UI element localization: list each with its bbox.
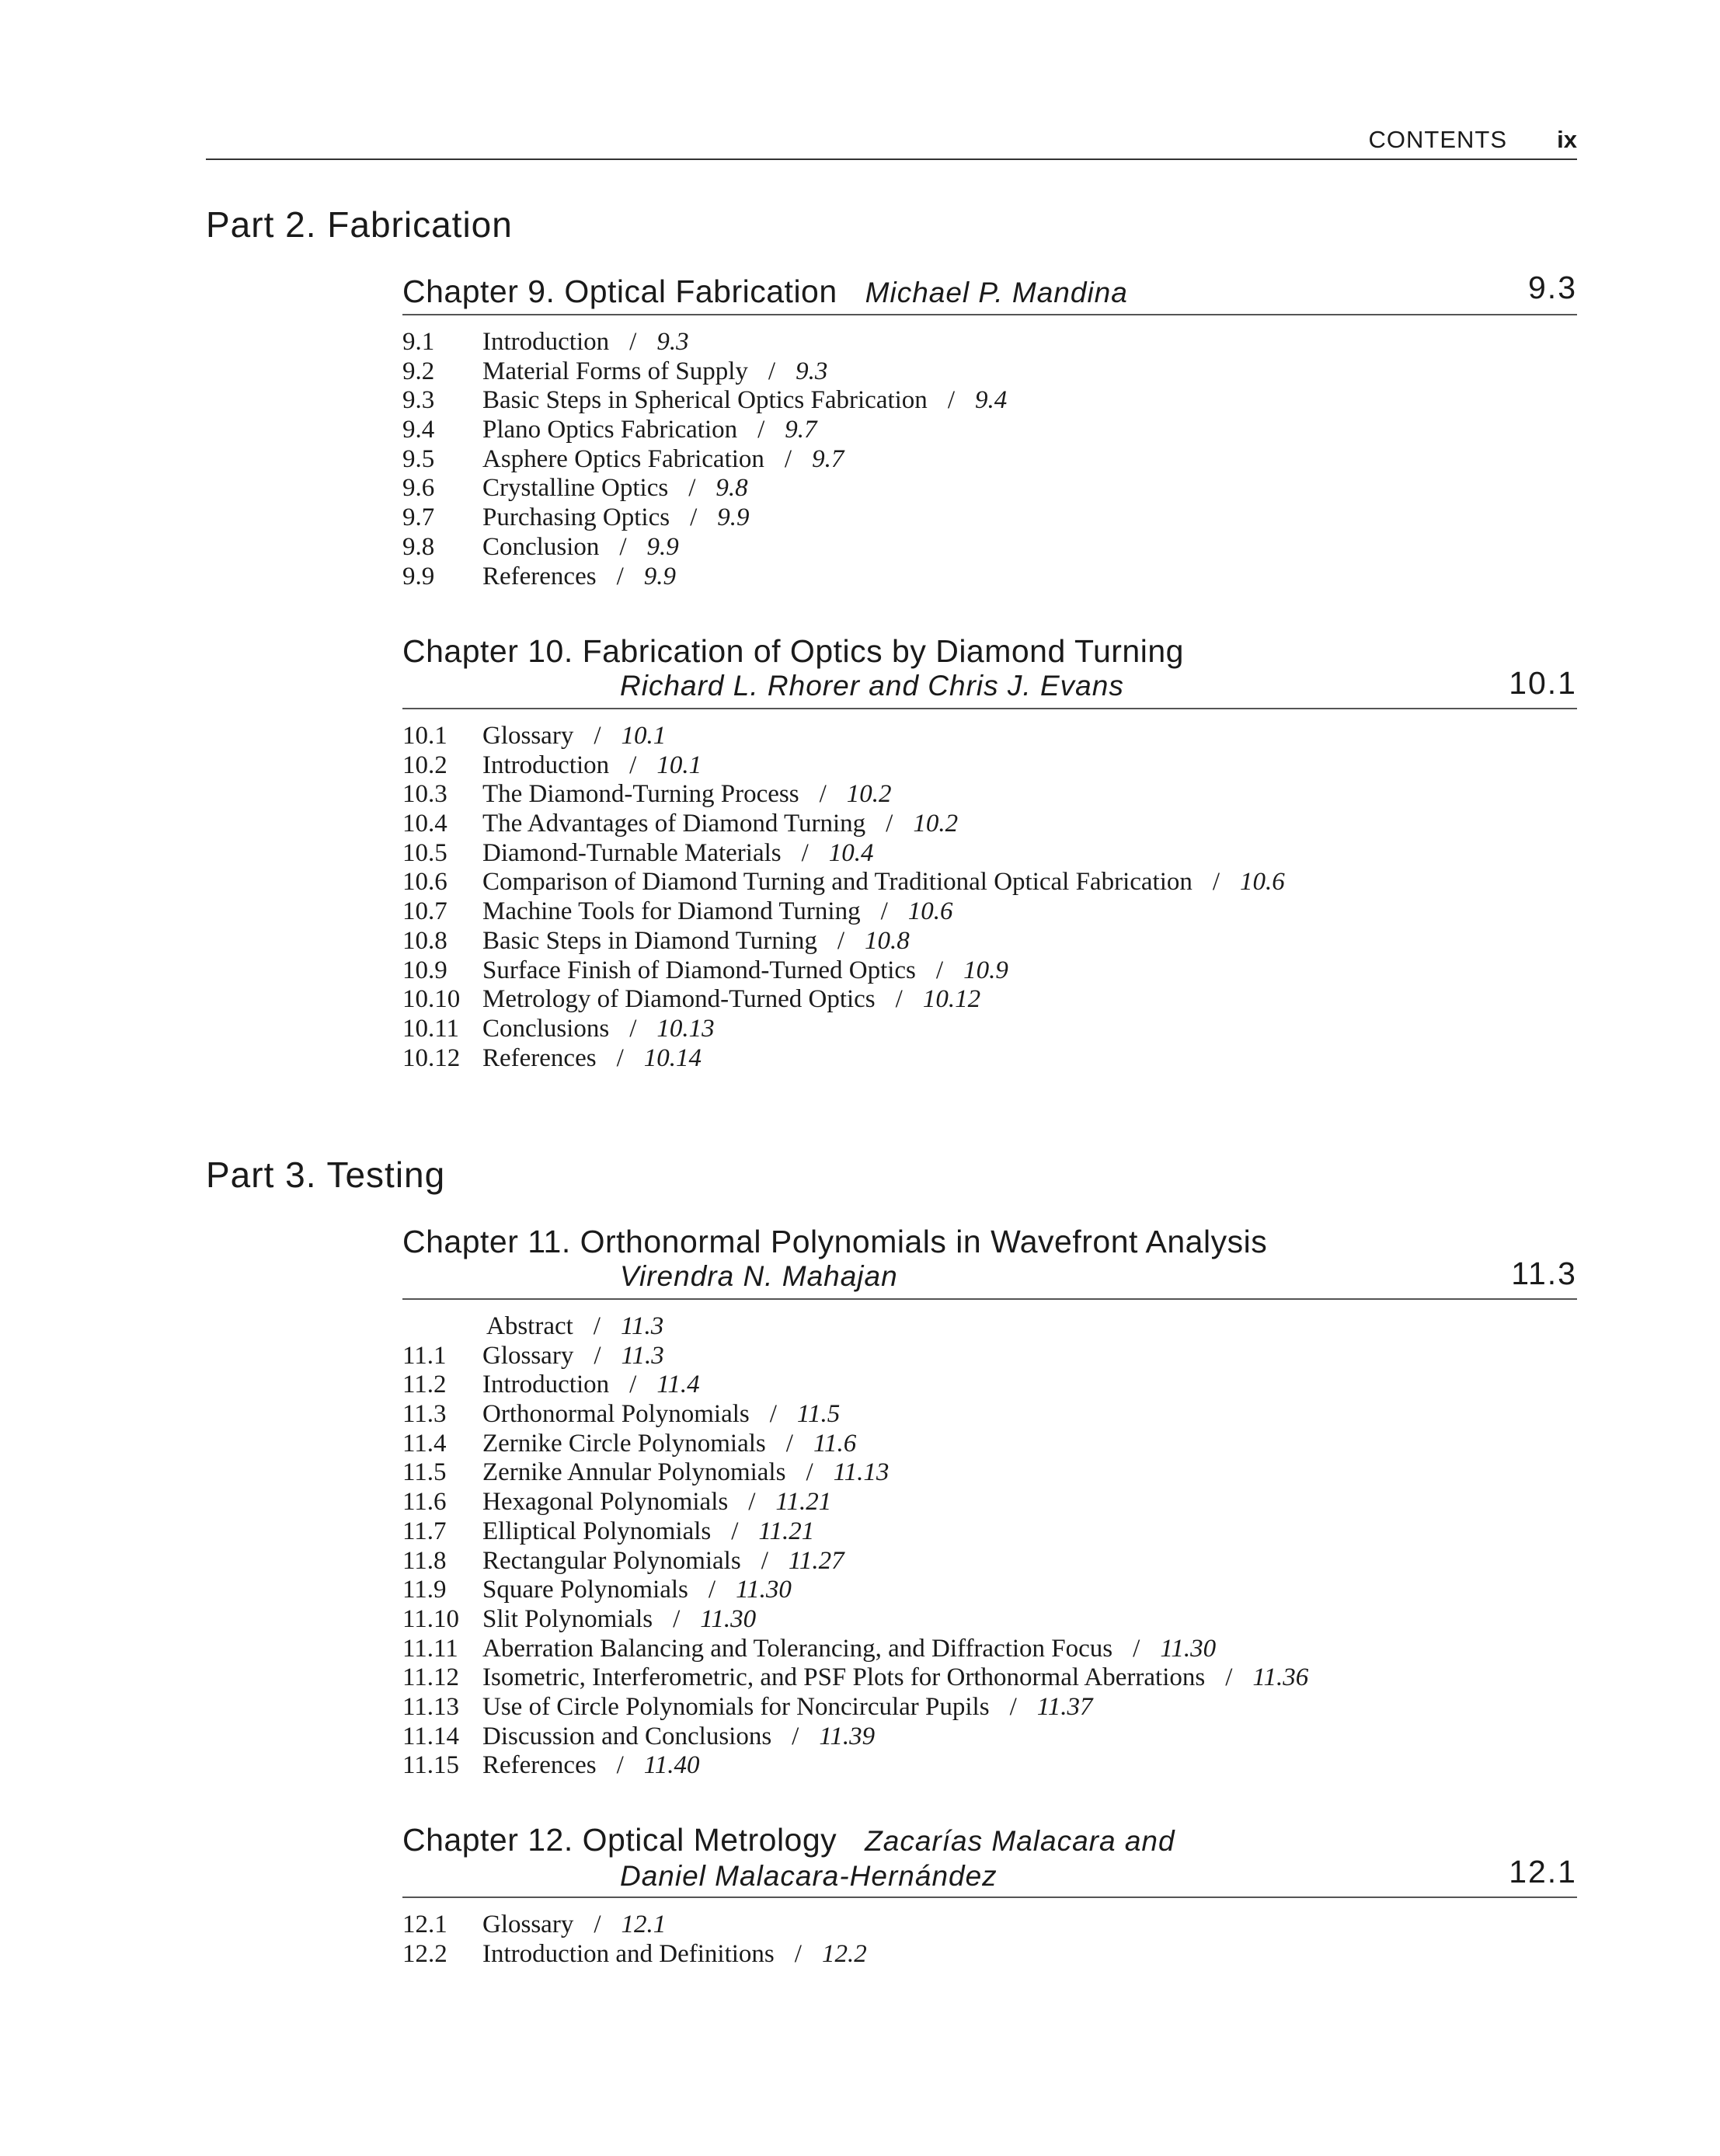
section-number: 11.9: [402, 1576, 447, 1604]
toc-entry[interactable]: [402, 1430, 1577, 1459]
toc-entry[interactable]: [402, 985, 1577, 1015]
toc-entry[interactable]: [402, 357, 1577, 387]
chapter-title[interactable]: Chapter 11. Orthonormal Polynomials in Wavefront Analysis: [402, 1224, 1268, 1259]
toc-entry[interactable]: [402, 1517, 1577, 1547]
section-title: References: [482, 562, 597, 590]
section-page: 11.27: [788, 1546, 844, 1575]
section-number: 10.12: [402, 1043, 461, 1072]
section-title: Surface Finish of Diamond-Turned Optics: [482, 956, 916, 984]
section-page: 11.30: [1160, 1634, 1217, 1663]
section-number: 9.1: [402, 328, 435, 356]
section-number: 11.1: [402, 1341, 447, 1370]
section-title: Metrology of Diamond-Turned Optics: [482, 985, 876, 1014]
section-page: 9.7: [812, 444, 844, 473]
section-entry: Machine Tools for Diamond Turning / 10.6: [482, 897, 953, 926]
section-number: 10.1: [402, 722, 447, 750]
section-title: Introduction: [482, 1371, 610, 1399]
toc-entry[interactable]: [402, 503, 1577, 533]
toc-entry[interactable]: [402, 1635, 1577, 1664]
section-number: 9.7: [402, 503, 435, 532]
toc-entry[interactable]: [402, 1605, 1577, 1635]
section-list: [402, 1312, 1577, 1781]
section-page: 10.2: [913, 810, 959, 838]
chapter-title[interactable]: Chapter 10. Fabrication of Optics by Diamond Turning: [402, 633, 1184, 669]
section-number: 11.4: [402, 1429, 447, 1458]
section-number: 9.5: [402, 444, 435, 473]
section-page: 10.12: [922, 985, 981, 1014]
section-number: 11.10: [402, 1604, 460, 1633]
toc-entry[interactable]: [402, 1312, 1577, 1342]
section-title: Conclusion: [482, 532, 600, 561]
section-page: 11.6: [813, 1429, 857, 1458]
chapter-heading: [402, 1822, 1577, 1898]
section-number: 11.8: [402, 1546, 447, 1575]
section-entry: The Advantages of Diamond Turning / 10.2: [482, 810, 959, 838]
chapter-9: [402, 270, 1577, 591]
section-entry: Basic Steps in Spherical Optics Fabrication / 9.4: [482, 386, 1008, 415]
toc-entry[interactable]: [402, 1400, 1577, 1430]
chapter-title[interactable]: Chapter 12. Optical Metrology: [402, 1822, 837, 1858]
section-title: References: [482, 1751, 597, 1780]
toc-entry[interactable]: [402, 416, 1577, 445]
section-page: 10.14: [643, 1043, 702, 1072]
section-page: 11.3: [621, 1341, 664, 1370]
section-page: 9.4: [974, 386, 1008, 415]
section-title: Material Forms of Supply: [482, 357, 748, 385]
section-page: 10.1: [656, 751, 702, 779]
page-folio: ix: [1557, 126, 1577, 153]
toc-entry[interactable]: [402, 386, 1577, 416]
toc-entry[interactable]: [402, 927, 1577, 956]
section-entry: Isometric, Interferometric, and PSF Plots for Orthonormal Aberrations / 11.36: [482, 1663, 1309, 1692]
section-title: Rectangular Polynomials: [482, 1546, 741, 1575]
part-title: Part 3. Testing: [206, 1155, 446, 1195]
section-number: 11.11: [402, 1634, 458, 1663]
section-entry: Introduction / 9.3: [482, 328, 689, 356]
toc-entry[interactable]: [402, 563, 1577, 592]
toc-entry[interactable]: [402, 1940, 1577, 1970]
running-head-label: CONTENTS: [1368, 126, 1507, 153]
section-title: Hexagonal Polynomials: [482, 1488, 729, 1517]
section-entry: Slit Polynomials / 11.30: [482, 1604, 757, 1633]
section-entry: Aberration Balancing and Tolerancing, and Diffraction Focus / 11.30: [482, 1634, 1217, 1663]
chapter-heading: [402, 270, 1577, 315]
section-number: 9.3: [402, 386, 435, 415]
section-number: 10.2: [402, 751, 447, 779]
toc-entry[interactable]: [402, 897, 1577, 927]
section-title: Asphere Optics Fabrication: [482, 444, 764, 473]
section-page: 9.7: [785, 416, 817, 444]
toc-entry[interactable]: [402, 1015, 1577, 1044]
toc-entry[interactable]: [402, 780, 1577, 810]
section-entry: Surface Finish of Diamond-Turned Optics / 10.9: [482, 956, 1008, 984]
toc-entry[interactable]: [402, 1458, 1577, 1488]
section-entry: Purchasing Optics / 9.9: [482, 503, 750, 532]
section-title: Abstract: [486, 1312, 573, 1340]
section-page: 11.37: [1036, 1692, 1093, 1721]
section-page: 10.6: [907, 897, 953, 926]
chapter-title[interactable]: Chapter 9. Optical Fabrication: [402, 273, 837, 309]
section-list: [402, 722, 1577, 1073]
section-title: The Diamond-Turning Process: [482, 780, 799, 809]
section-page: 9.3: [796, 357, 828, 385]
section-title: Conclusions: [482, 1014, 610, 1043]
section-page: 11.5: [796, 1400, 841, 1429]
section-page: 10.8: [865, 926, 910, 955]
section-page: 11.21: [775, 1488, 832, 1517]
section-entry: Plano Optics Fabrication / 9.7: [482, 416, 817, 444]
toc-entry[interactable]: [402, 839, 1577, 869]
chapter-author: Virendra N. Mahajan: [620, 1260, 898, 1292]
toc-entry[interactable]: [402, 868, 1577, 897]
section-number: 11.12: [402, 1663, 460, 1692]
section-number: 11.3: [402, 1400, 447, 1429]
section-number: 9.4: [402, 416, 435, 444]
toc-entry[interactable]: [402, 1910, 1577, 1940]
chapter-12: [402, 1822, 1577, 1969]
section-entry: Conclusions / 10.13: [482, 1014, 715, 1043]
toc-entry[interactable]: [402, 1722, 1577, 1752]
section-number: 10.8: [402, 926, 447, 955]
section-title: Square Polynomials: [482, 1576, 688, 1604]
section-entry: Zernike Annular Polynomials / 11.13: [482, 1458, 890, 1487]
section-entry: Conclusion / 9.9: [482, 532, 679, 561]
section-number: 11.14: [402, 1722, 460, 1750]
section-page: 10.13: [656, 1014, 715, 1043]
chapter-author: Zacarías Malacara and: [865, 1825, 1175, 1857]
section-entry: Zernike Circle Polynomials / 11.6: [482, 1429, 857, 1458]
section-number: 11.6: [402, 1488, 447, 1517]
section-number: 11.2: [402, 1371, 447, 1399]
toc-entry[interactable]: [402, 722, 1577, 751]
section-entry: Glossary / 12.1: [482, 1910, 667, 1938]
section-page: 9.9: [646, 532, 679, 561]
section-page: 9.3: [656, 328, 689, 356]
section-title: Isometric, Interferometric, and PSF Plots for Orthonormal Aberrations: [482, 1663, 1206, 1692]
toc-entry[interactable]: [402, 1576, 1577, 1605]
section-number: 9.6: [402, 474, 435, 503]
section-title: Introduction and Definitions: [482, 1939, 775, 1968]
section-number: 12.1: [402, 1910, 447, 1938]
section-title: Crystalline Optics: [482, 474, 669, 503]
section-title: Glossary: [482, 1341, 574, 1370]
section-title: Diamond-Turnable Materials: [482, 838, 782, 867]
section-title: Discussion and Conclusions: [482, 1722, 772, 1750]
toc-entry[interactable]: [402, 751, 1577, 781]
section-entry: Glossary / 11.3: [482, 1341, 664, 1370]
toc-entry[interactable]: [402, 533, 1577, 563]
section-title: The Advantages of Diamond Turning: [482, 810, 866, 838]
section-page: 10.2: [846, 780, 892, 809]
section-number: 10.7: [402, 897, 447, 926]
toc-entry[interactable]: [402, 1663, 1577, 1693]
section-page: 11.21: [758, 1517, 815, 1545]
section-number: 10.5: [402, 838, 447, 867]
section-title: Basic Steps in Diamond Turning: [482, 926, 817, 955]
section-number: 11.15: [402, 1751, 460, 1780]
section-title: Slit Polynomials: [482, 1604, 653, 1633]
running-head: [206, 124, 1577, 160]
section-page: 11.13: [833, 1458, 890, 1487]
section-number: 10.10: [402, 985, 461, 1014]
section-page: 9.9: [717, 503, 750, 532]
section-page: 10.4: [828, 838, 874, 867]
section-page: 11.30: [736, 1576, 792, 1604]
section-page: 11.40: [643, 1751, 700, 1780]
section-entry: Discussion and Conclusions / 11.39: [482, 1722, 876, 1750]
toc-entry[interactable]: [402, 1342, 1577, 1371]
section-entry: Square Polynomials / 11.30: [482, 1576, 792, 1604]
section-entry: Basic Steps in Diamond Turning / 10.8: [482, 926, 910, 955]
chapter-page: 9.3: [1528, 270, 1577, 305]
section-list: [402, 328, 1577, 591]
section-page: 12.1: [621, 1910, 667, 1938]
section-entry: Asphere Optics Fabrication / 9.7: [482, 444, 844, 473]
toc-entry[interactable]: [402, 474, 1577, 503]
toc-entry[interactable]: [402, 1371, 1577, 1400]
toc-entry[interactable]: [402, 810, 1577, 839]
section-title: Zernike Circle Polynomials: [482, 1429, 766, 1458]
section-page: 12.2: [821, 1939, 867, 1968]
section-number: 10.9: [402, 956, 447, 984]
section-title: Use of Circle Polynomials for Noncircular Pupils: [482, 1692, 990, 1721]
section-entry: Rectangular Polynomials / 11.27: [482, 1546, 844, 1575]
section-entry: Introduction and Definitions / 12.2: [482, 1939, 867, 1968]
part-title: Part 2. Fabrication: [206, 204, 513, 245]
section-number: 9.8: [402, 532, 435, 561]
section-title: Introduction: [482, 751, 610, 779]
section-number: 9.2: [402, 357, 435, 385]
section-number: 10.6: [402, 868, 447, 897]
section-title: Basic Steps in Spherical Optics Fabrication: [482, 386, 928, 415]
section-page: 10.6: [1240, 868, 1285, 897]
section-entry: Elliptical Polynomials / 11.21: [482, 1517, 815, 1545]
toc-entry[interactable]: [402, 956, 1577, 986]
toc-entry[interactable]: [402, 328, 1577, 357]
section-title: Comparison of Diamond Turning and Traditional Optical Fabrication: [482, 868, 1193, 897]
section-entry: Diamond-Turnable Materials / 10.4: [482, 838, 874, 867]
chapter-11: [402, 1224, 1577, 1781]
section-title: Elliptical Polynomials: [482, 1517, 712, 1545]
section-entry: Introduction / 11.4: [482, 1371, 700, 1399]
section-entry: Crystalline Optics / 9.8: [482, 474, 748, 503]
section-page: 10.9: [963, 956, 1008, 984]
section-number: 10.11: [402, 1014, 460, 1043]
chapter-author-continued: Daniel Malacara-Hernández: [620, 1860, 998, 1892]
section-page: 10.1: [621, 722, 667, 750]
toc-entry[interactable]: [402, 1693, 1577, 1722]
section-number: 11.7: [402, 1517, 447, 1545]
section-entry: Hexagonal Polynomials / 11.21: [482, 1488, 832, 1517]
section-entry: Material Forms of Supply / 9.3: [482, 357, 828, 385]
section-title: Introduction: [482, 328, 610, 356]
section-entry: The Diamond-Turning Process / 10.2: [482, 780, 892, 809]
section-entry: Introduction / 10.1: [482, 751, 702, 779]
section-entry: Abstract / 11.3: [486, 1312, 664, 1340]
section-page: 11.30: [700, 1604, 757, 1633]
section-entry: References / 11.40: [482, 1751, 700, 1780]
toc-entry[interactable]: [402, 1547, 1577, 1576]
section-title: Machine Tools for Diamond Turning: [482, 897, 861, 926]
section-title: Glossary: [482, 722, 574, 750]
toc-entry[interactable]: [402, 1488, 1577, 1517]
section-entry: Glossary / 10.1: [482, 722, 667, 750]
chapter-heading: [402, 633, 1577, 709]
section-title: Zernike Annular Polynomials: [482, 1458, 786, 1487]
section-entry: Orthonormal Polynomials / 11.5: [482, 1400, 841, 1429]
section-page: 11.3: [620, 1312, 664, 1340]
section-page: 11.4: [656, 1371, 700, 1399]
section-entry: References / 9.9: [482, 562, 676, 590]
chapter-page: 11.3: [1511, 1256, 1577, 1291]
section-number: 10.4: [402, 810, 447, 838]
section-page: 11.36: [1252, 1663, 1309, 1692]
section-number: 12.2: [402, 1939, 447, 1968]
section-title: Glossary: [482, 1910, 574, 1938]
section-entry: References / 10.14: [482, 1043, 702, 1072]
section-entry: Comparison of Diamond Turning and Traditional Optical Fabrication / 10.6: [482, 868, 1285, 897]
chapter-author: Michael P. Mandina: [865, 277, 1128, 308]
section-title: References: [482, 1043, 597, 1072]
section-title: Plano Optics Fabrication: [482, 416, 738, 444]
section-page: 9.9: [643, 562, 676, 590]
chapter-author: Richard L. Rhorer and Chris J. Evans: [620, 670, 1124, 702]
section-number: 9.9: [402, 562, 435, 590]
chapter-heading: [402, 1224, 1577, 1300]
section-title: Purchasing Optics: [482, 503, 670, 532]
chapter-page: 10.1: [1509, 665, 1577, 701]
toc-entry[interactable]: [402, 445, 1577, 475]
section-list: [402, 1910, 1577, 1969]
section-number: 11.5: [402, 1458, 447, 1487]
section-page: 9.8: [716, 474, 748, 503]
toc-entry[interactable]: [402, 1751, 1577, 1781]
toc-entry[interactable]: [402, 1044, 1577, 1074]
section-number: 11.13: [402, 1692, 460, 1721]
section-title: Orthonormal Polynomials: [482, 1400, 750, 1429]
chapter-page: 12.1: [1509, 1854, 1577, 1890]
section-entry: Metrology of Diamond-Turned Optics / 10.12: [482, 985, 981, 1014]
section-number: 10.3: [402, 780, 447, 809]
section-page: 11.39: [819, 1722, 876, 1750]
chapter-10: [402, 633, 1577, 1073]
section-entry: Use of Circle Polynomials for Noncircular Pupils / 11.37: [482, 1692, 1093, 1721]
section-title: Aberration Balancing and Tolerancing, and Diffraction Focus: [482, 1634, 1113, 1663]
